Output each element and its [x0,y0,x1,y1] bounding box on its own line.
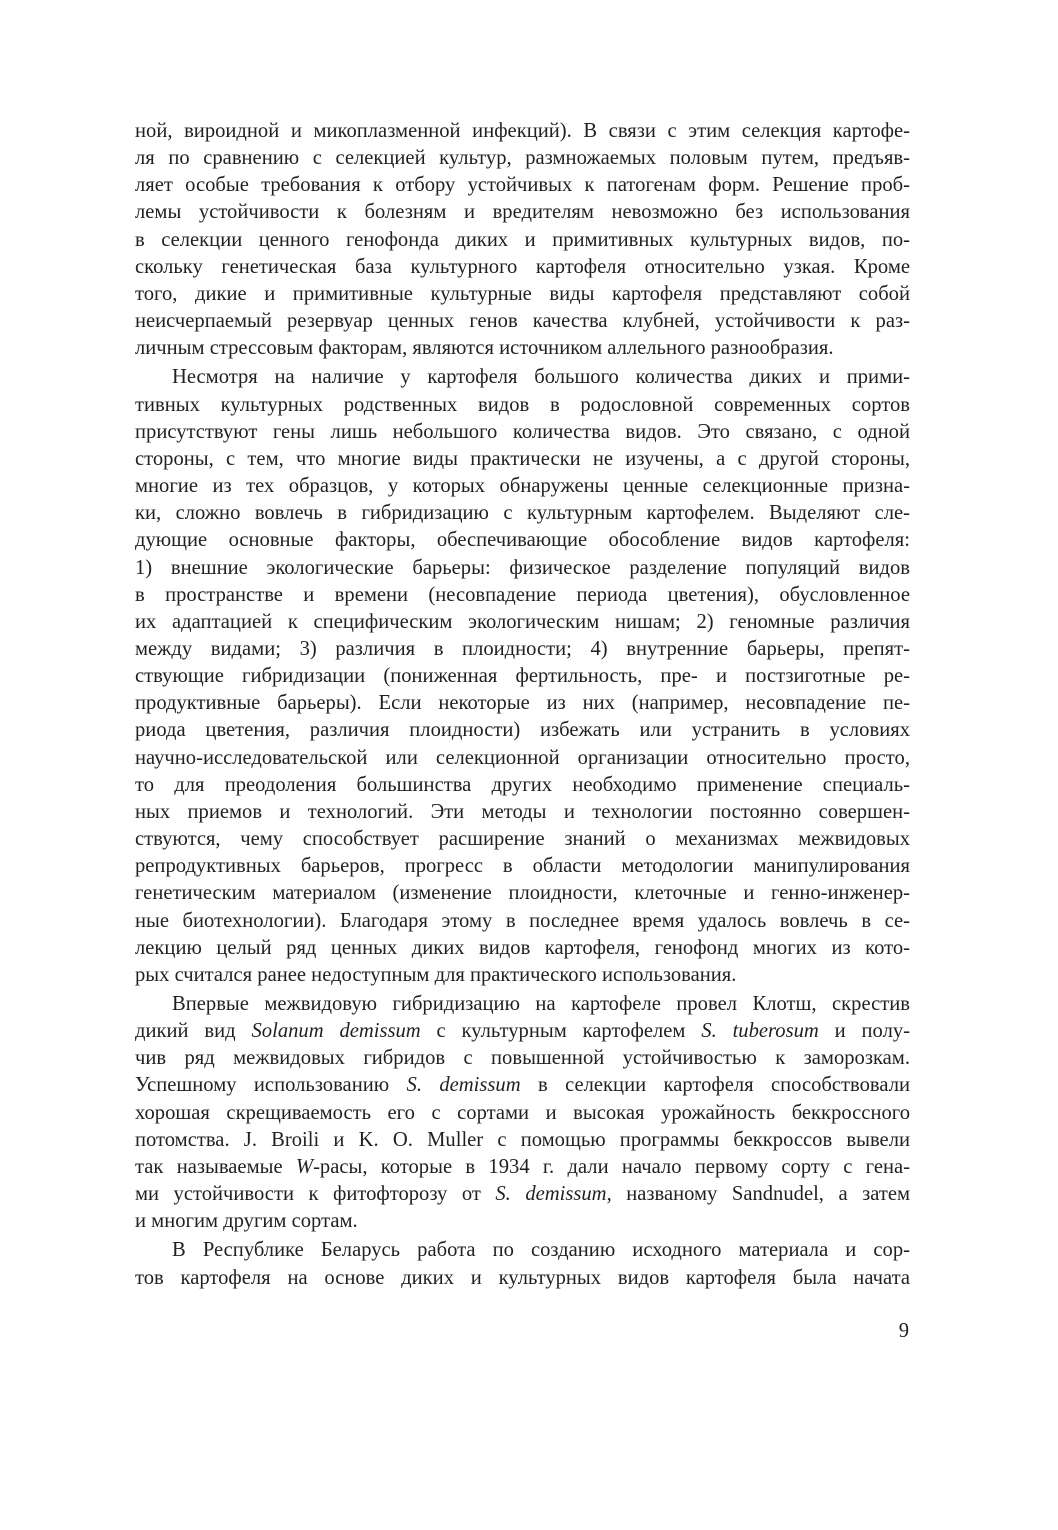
text-segment: с культурным картофелем [420,1020,702,1043]
text-segment: Успешному использованию [135,1074,407,1097]
text-segment: репродуктивных барьеров, прогресс в области методологии манипулирования [135,855,910,878]
text-segment: и многим другим сортам. [135,1210,358,1233]
text-segment: Несмотря на наличие у картофеля большого количества диких и прими- [172,366,910,389]
text-line [135,118,910,145]
text-line [135,172,910,199]
text-line [135,227,910,254]
text-line [135,527,910,554]
text-line [135,690,910,717]
text-line [135,1045,910,1072]
text-line [135,1154,910,1181]
text-line [135,1208,910,1235]
text-segment: в селекции ценного генофонда диких и примитивных культурных видов, по- [135,228,910,251]
italic-term: W [295,1155,314,1178]
text-line [135,853,910,880]
text-segment: ля по сравнению с селекцией культур, размножаемых половым путем, предъяв- [135,147,910,170]
text-segment: дующие основные факторы, обеспечивающие обособление видов картофеля: [135,529,910,552]
text-line [135,880,910,907]
text-line [135,826,910,853]
paragraph [135,1237,910,1291]
text-line [135,392,910,419]
text-line [135,772,910,799]
italic-term: S. tuberosum [701,1020,819,1043]
text-segment: в пространстве и времени (несовпадение периода цветения), обусловленное [135,583,910,606]
text-line [135,1237,910,1264]
text-line [135,419,910,446]
text-segment: ки, сложно вовлечь в гибридизацию с культурным картофелем. Выделяют сле- [135,502,910,525]
text-line [135,609,910,636]
text-segment: Впервые межвидовую гибридизацию на картофеле провел Клотш, скрестив [172,993,910,1015]
text-line [135,364,910,391]
italic-term: Solanum demissum [251,1020,421,1043]
text-line [135,991,910,1018]
text-line [135,745,910,772]
text-segment: -расы, которые в 1934 г. дали начало первому сорту с гена- [313,1155,910,1178]
text-line [135,1181,910,1208]
text-segment: ной, вироидной и микоплазменной инфекций). В связи с этим селекция картофе- [135,120,910,142]
text-segment: дикий вид [135,1020,252,1043]
text-segment: риода цветения, различия плоидности) избежать или устранить в условиях [135,719,910,742]
text-segment: и полу- [818,1020,910,1043]
text-line [135,962,910,989]
text-segment: между видами; 3) различия в плоидности; 4) внутренние барьеры, препят- [135,637,910,660]
page-number: 9 [898,1320,909,1342]
text-segment: личным стрессовым факторам, являются источником аллельного разнообразия. [135,337,834,360]
text-segment: тов картофеля на основе диких и культурных видов картофеля была начата [135,1266,910,1289]
italic-term: S. demissum [495,1183,607,1206]
text-line [135,500,910,527]
text-segment: хорошая скрещиваемость его с сортами и высокая урожайность беккроссного [135,1101,910,1124]
text-line [135,1265,910,1292]
text-segment: В Республике Беларусь работа по созданию исходного материала и сор- [172,1239,910,1262]
text-line [135,1100,910,1127]
text-line [135,799,910,826]
text-line [135,1127,910,1154]
text-segment: потомства. J. Broili и K. O. Muller с помощью программы беккроссов вывели [135,1128,910,1151]
paragraph [135,364,910,989]
text-segment: чив ряд межвидовых гибридов с повышенной устойчивостью к заморозкам. [135,1047,910,1070]
text-segment: ствуются, чему способствует расширение знаний о механизмах межвидовых [135,828,910,851]
text-segment: многие из тех образцов, у которых обнаружены ценные селекционные призна- [135,475,910,498]
text-segment: 1) внешние экологические барьеры: физическое разделение популяций видов [135,556,910,579]
text-segment: стороны, с тем, что многие виды практически не изучены, а с другой стороны, [135,447,910,470]
text-segment: продуктивные барьеры). Если некоторые из них (например, несовпадение пе- [135,692,910,715]
text-line [135,1018,910,1045]
text-segment: их адаптацией к специфическим экологическим нишам; 2) геномные различия [135,610,910,633]
text-segment: ных приемов и технологий. Эти методы и технологии постоянно совершен- [135,800,910,823]
text-segment: ные биотехнологии). Благодаря этому в последнее время удалось вовлечь в се- [135,909,910,932]
text-segment: неисчерпаемый резервуар ценных генов качества клубней, устойчивости к раз- [135,310,910,333]
text-line [135,199,910,226]
text-segment: рых считался ранее недоступным для практического использования. [135,963,737,986]
text-line [135,473,910,500]
paragraph [135,118,910,362]
text-line [135,308,910,335]
text-line [135,582,910,609]
text-line [135,281,910,308]
text-segment: ми устойчивости к фитофторозу от [135,1183,496,1206]
italic-term: S. demissum [406,1074,521,1097]
text-line [135,254,910,281]
text-segment: научно-исследовательской или селекционной организации относительно просто, [135,746,910,769]
text-line [135,446,910,473]
text-line [135,335,910,362]
text-segment: , названому Sandnudel, а затем [606,1183,911,1206]
text-segment: того, дикие и примитивные культурные виды картофеля представляют собой [135,282,910,305]
page-body [135,118,910,1292]
text-line [135,145,910,172]
text-line [135,663,910,690]
text-segment: так называемые [135,1155,296,1178]
text-segment: ствующие гибридизации (пониженная фертильность, пре- и постзиготные ре- [135,665,910,688]
text-line [135,717,910,744]
text-segment: в селекции картофеля способствовали [520,1074,910,1097]
text-segment: генетическим материалом (изменение плоидности, клеточные и генно-инженер- [135,882,910,905]
text-line [135,908,910,935]
text-segment: лекцию целый ряд ценных диких видов картофеля, генофонд многих из кото- [135,936,910,959]
text-line [135,1072,910,1099]
text-line [135,935,910,962]
text-line [135,636,910,663]
text-segment: ляет особые требования к отбору устойчивых к патогенам форм. Решение проб- [135,174,910,197]
text-segment: тивных культурных родственных видов в родословной современных сортов [135,393,910,416]
text-segment: то для преодоления большинства других необходимо применение специаль- [135,773,910,796]
text-line [135,555,910,582]
text-segment: присутствуют гены лишь небольшого количества видов. Это связано, с одной [135,420,910,443]
text-segment: лемы устойчивости к болезням и вредителям невозможно без использования [135,201,910,224]
text-segment: скольку генетическая база культурного картофеля относительно узкая. Кроме [135,255,910,278]
paragraph [135,991,910,1235]
